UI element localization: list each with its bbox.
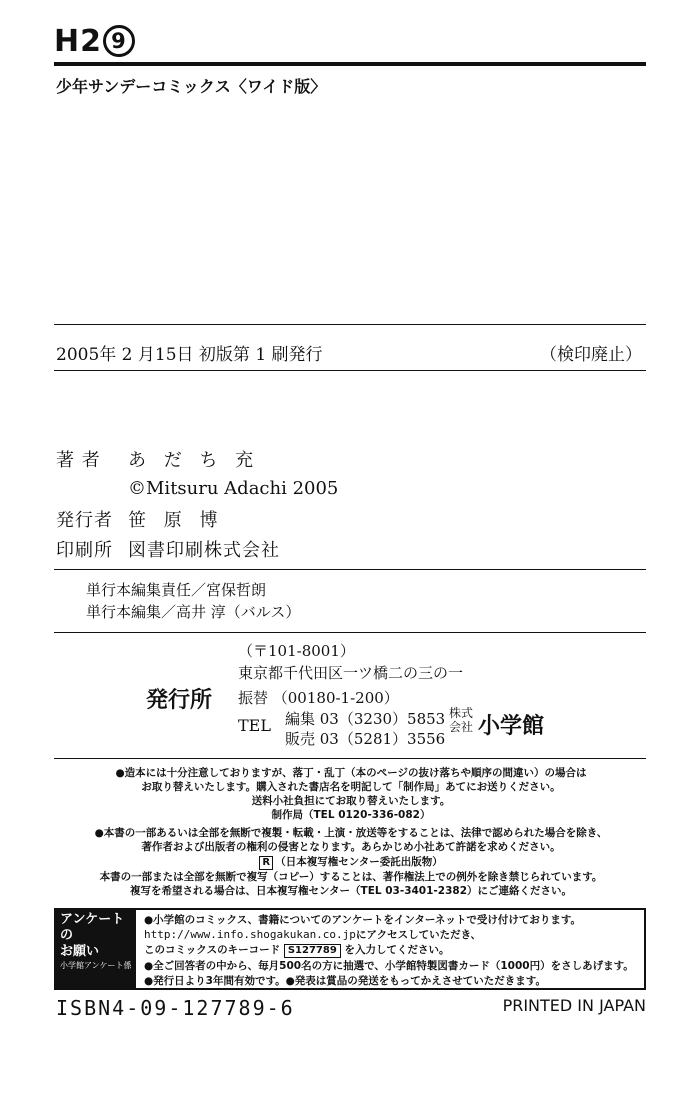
tel-label: TEL <box>238 716 271 735</box>
notice-line: 著作者および出版者の権利の侵害となります。あらかじめ小社あて許諾を求めください。 <box>141 841 561 853</box>
seal-note: （検印廃止） <box>540 345 642 365</box>
jrrc-notice <box>56 855 646 870</box>
survey-label <box>56 910 136 988</box>
survey-line-text: を入力してください。 <box>344 944 450 956</box>
printed-in: PRINTED IN JAPAN <box>502 996 646 1015</box>
edition-bottom-rule <box>54 370 646 371</box>
copyright: ©Mitsuru Adachi 2005 <box>128 478 339 499</box>
edition-top-rule <box>54 324 646 325</box>
publisher-rule <box>54 758 646 759</box>
editor: 単行本編集／高井 淳（バルス） <box>86 603 301 621</box>
survey-line-text: にアクセスしていただき、 <box>355 929 482 941</box>
publisher-person-name: 笹 原 博 <box>128 510 224 531</box>
notice-line: 本書の一部または全部を無断で複写（コピー）することは、著作権法上での例外を除き禁じられています。 <box>99 871 603 883</box>
publisher-person-label: 発行者 <box>56 510 113 531</box>
printer-name: 図書印刷株式会社 <box>128 540 280 561</box>
survey-url-line <box>144 927 481 942</box>
publisher-label: 発行所 <box>146 688 213 713</box>
survey-line: ●全ご回答者の中から、毎月500名の方に抽選で、小学館特製図書カード（1000円）をさしあげます。 <box>144 960 634 972</box>
survey-url[interactable]: http://www.info.shogakukan.co.jp <box>144 928 356 941</box>
address: 東京都千代田区一ツ橋二の三の一 <box>238 664 464 682</box>
notice-line: 複写を希望される場合は、日本複写権センター（TEL 03-3401-2382）にご連絡ください。 <box>129 885 573 897</box>
notice-line: お取り替えいたします。購入された書店名を明記して「制作局」あてにお送りください。 <box>141 781 561 793</box>
edition-date: 2005年 2 月15日 初版第 1 刷発行 <box>56 345 323 365</box>
survey-label-dept: 小学館アンケート係 <box>60 961 132 970</box>
book-title <box>54 24 135 59</box>
notice-line: ●造本には十分注意しておりますが、落丁・乱丁（本のページの抜け落ちや順序の間違い）の場合は <box>115 767 587 779</box>
notice-line: 送料小社負担にてお取り替えいたします。 <box>251 795 451 807</box>
transfer-account: 振替 （00180-1-200） <box>238 689 399 707</box>
tel-editorial: 編集 03（3230）5853 <box>285 710 446 728</box>
notice-line: 制作局（TEL 0120-336-082） <box>271 809 431 821</box>
editor-in-charge: 単行本編集責任／宮保哲朗 <box>86 581 267 599</box>
printer-label: 印刷所 <box>56 540 113 561</box>
title-text: H2 <box>54 24 102 59</box>
author-name: あ だ ち 充 <box>128 450 260 471</box>
survey-line-text: このコミックスのキーコード <box>144 944 281 956</box>
credits-rule <box>54 569 646 570</box>
title-rule <box>54 62 646 66</box>
notice-line: （日本複写権センター委託出版物） <box>275 856 443 868</box>
isbn: ISBN4-09-127789-6 <box>56 996 295 1020</box>
notice-line: ●本書の一部あるいは全部を無断で複製・転載・上演・放送等をすることは、法律で認められた場合を除き、 <box>94 827 608 839</box>
company-name: 小学館 <box>478 714 545 739</box>
postal-code: （〒101-8001） <box>238 642 355 660</box>
jrrc-mark-icon: R <box>259 856 273 870</box>
tel-sales: 販売 03（5281）3556 <box>285 730 446 748</box>
kabushiki-gaisha: 株式会社 <box>448 706 473 734</box>
series-name: 少年サンデーコミックス〈ワイド版〉 <box>56 77 327 96</box>
survey-keycode-line <box>144 942 449 958</box>
survey-line: ●小学館のコミックス、書籍についてのアンケートをインターネットで受け付けております。 <box>144 914 582 926</box>
survey-label-line: お願い <box>60 944 100 959</box>
survey-line: ●発行日より3年間有効です。●発表は賞品の発送をもってかえさせていただきます。 <box>144 975 546 987</box>
survey-label-line: アンケートの <box>60 912 125 943</box>
editors-rule <box>54 632 646 633</box>
volume-number: 9 <box>103 25 135 57</box>
author-label: 著 者 <box>56 450 101 471</box>
key-code: S127789 <box>284 944 341 958</box>
